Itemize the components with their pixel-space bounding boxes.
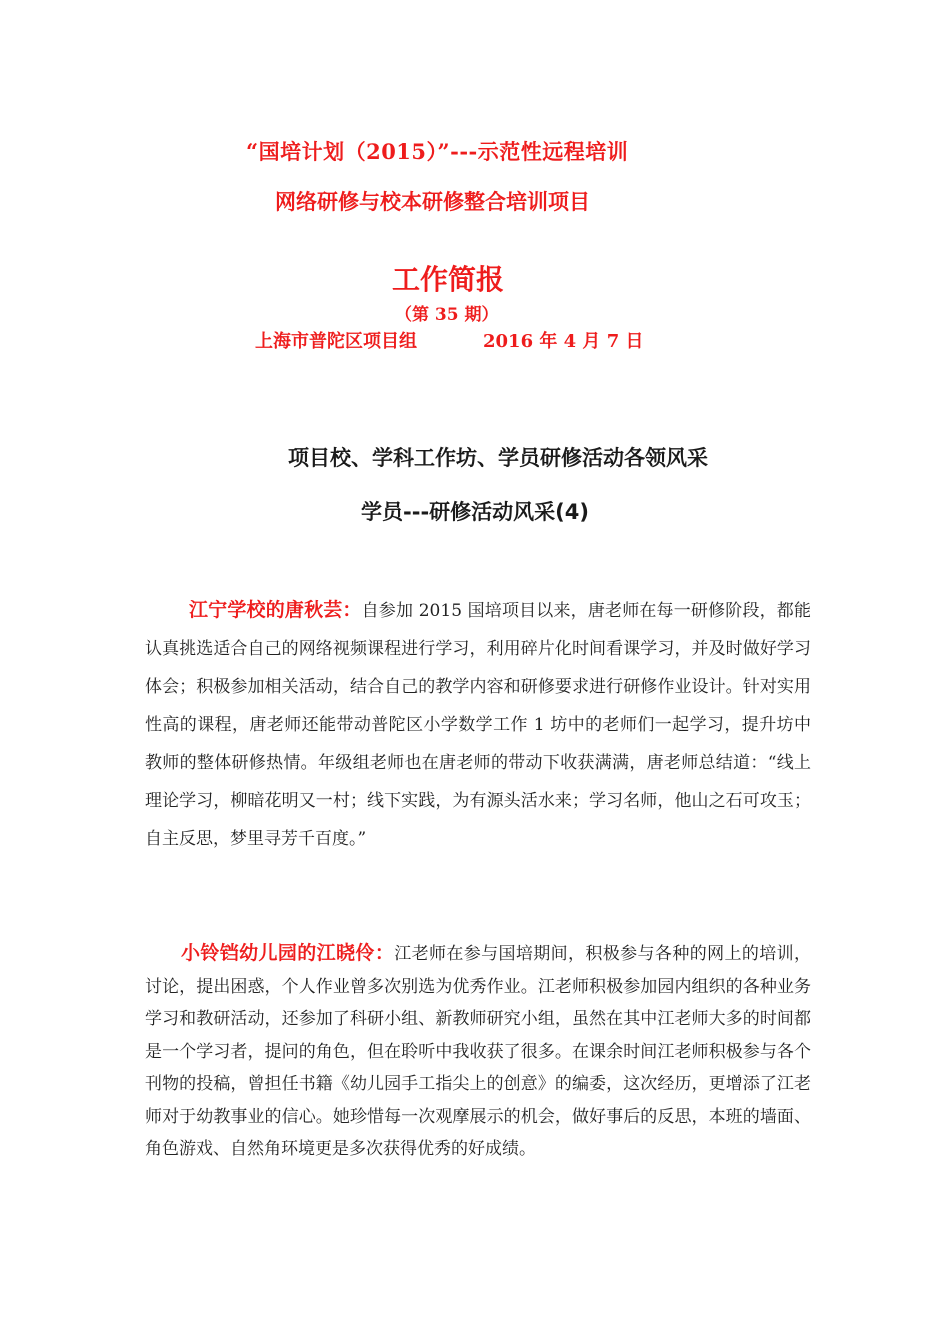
paragraph-body: 江老师在参与国培期间，积极参与各种的网上的培训，讨论，提出困惑，个人作业曾多次别选为优秀作业。江老师积极参加园内组织的各种业务学习和教研活动，还参加了科研小组、新教师研究小组，虽然在其中江老师大多的时间都是一个学习者，提问的角色，但在聆听中我收获了很多。在课余时间江老师积极参与各个刊物的投稿，曾担任书籍《幼儿园手工指尖上的创意》的编委，这次经历，更增添了江老师对于幼教事业的信心。她珍惜每一次观摩展示的机会，做好事后的反思，本班的墙面、角色游戏、自然角环境更是多次获得优秀的好成绩。	[145, 944, 811, 1159]
issue-number: （第 35 期）	[395, 305, 499, 325]
project-title-line1: “国培计划（2015）”---示范性远程培训	[246, 139, 629, 164]
project-title-line2: 网络研修与校本研修整合培训项目	[275, 189, 590, 214]
paragraph-jiang-xiaoling	[145, 937, 811, 1166]
publish-date: 2016 年 4 月 7 日	[483, 331, 644, 352]
bulletin-title: 工作简报	[392, 263, 505, 296]
org-date-line	[255, 327, 643, 353]
paragraph-tang-qiuyun	[145, 591, 811, 858]
paragraph-lead: 江宁学校的唐秋芸：	[189, 599, 362, 621]
paragraph-lead: 小铃铛幼儿园的江晓伶：	[181, 942, 395, 964]
section-sub-title: 学员---研修活动风采(4)	[361, 500, 589, 524]
paragraph-body: 自参加 2015 国培项目以来，唐老师在每一研修阶段，都能认真挑选适合自己的网络视频课程进行学习，利用碎片化时间看课学习，并及时做好学习体会；积极参加相关活动，结合自己的教学内容和研修要求进行研修作业设计。针对实用性高的课程，唐老师还能带动普陀区小学数学工作 1 坊中的老师们一起学习，提升坊中教师的整体研修热情。年级组老师也在唐老师的带动下收获满满，唐老师总结道：“线上理论学习，柳暗花明又一村；线下实践，为有源头活水来；学习名师，他山之石可攻玉；自主反思，梦里寻芳千百度。”	[145, 601, 811, 849]
section-main-title: 项目校、学科工作坊、学员研修活动各领风采	[288, 446, 708, 470]
organization: 上海市普陀区项目组	[255, 331, 417, 352]
